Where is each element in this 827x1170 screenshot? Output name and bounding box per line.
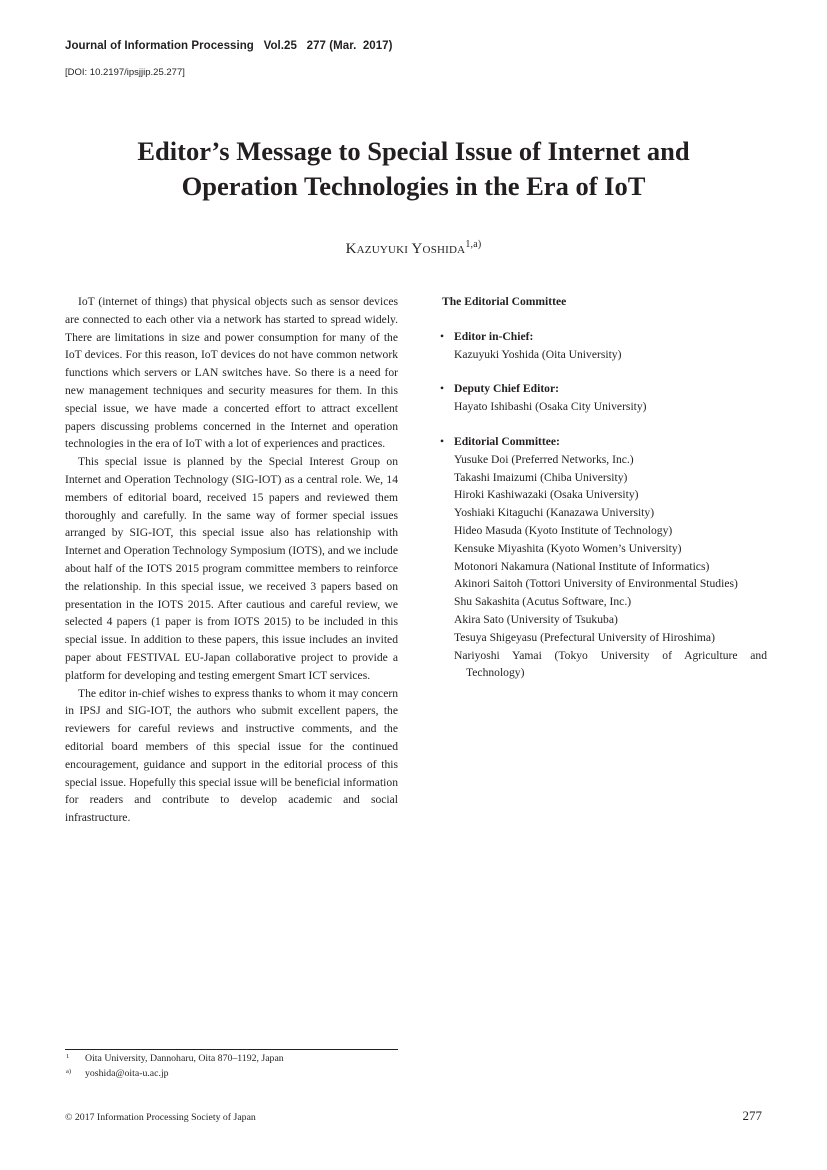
editor-in-chief-section [440, 328, 767, 364]
footnote-mark: a) [66, 1067, 72, 1075]
section-heading: Editor in-Chief: [454, 329, 534, 343]
committee-member: Nariyoshi Yamai (Tokyo University of Agriculture and Technology) [454, 648, 767, 680]
deputy-chief-editor-section [440, 380, 767, 416]
footnote-divider [65, 1049, 398, 1050]
committee-member: Hideo Masuda (Kyoto Institute of Technology) [454, 523, 673, 537]
author-line [0, 239, 827, 258]
footnote-affiliation [65, 1052, 284, 1067]
journal-header: Journal of Information Processing Vol.25 277 (Mar. 2017) [65, 40, 393, 52]
page-number: 277 [742, 1108, 762, 1123]
footnotes [65, 1052, 284, 1081]
page-title [60, 134, 767, 204]
footnote-mark: 1 [66, 1053, 70, 1060]
body-text [65, 293, 398, 827]
paragraph-2: This special issue is planned by the Special Interest Group on Internet and Operation Technology (SIG-IOT) as a central role. We, 14 members of editorial board, received 15 papers and reviewed them thoroughly and carefully. In the same way of former special issues arranged by SIG-IOT, this special issue also has relationship with Internet and Operation Technology Symposium (IOTS), and we include about half of the IOTS 2015 program committee members to reinforce the relationship. In this special issue, we received 3 papers based on presentation in the IOTS 2015. After cautious and careful review, we selected 4 papers (1 paper is from IOTS 2015) to be included in this special issue. In addition to these papers, this issue includes an invited paper about FESTIVAL EU-Japan collaborative project to provide a platform for developing and testing emergent Smart ICT services. [65, 455, 398, 682]
committee-member: Akinori Saitoh (Tottori University of Environmental Studies) [454, 577, 738, 591]
author-affiliation-marks: 1,a) [465, 239, 482, 250]
footnote-text: Oita University, Dannoharu, Oita 870–1192, Japan [85, 1053, 284, 1064]
committee-title: The Editorial Committee [442, 295, 567, 308]
section-heading: Deputy Chief Editor: [454, 382, 559, 396]
doi-line: [DOI: 10.2197/ipsjjip.25.277] [65, 67, 185, 78]
committee-member: Akira Sato (University of Tsukuba) [454, 612, 618, 626]
committee-member: Tesuya Shigeyasu (Prefectural University of Hiroshima) [454, 630, 715, 644]
committee-member: Yoshiaki Kitaguchi (Kanazawa University) [454, 506, 655, 520]
committee-member: Motonori Nakamura (National Institute of Informatics) [454, 559, 710, 573]
title-line-1: Editor’s Message to Special Issue of Internet and [137, 136, 690, 166]
committee-member: Kazuyuki Yoshida (Oita University) [454, 347, 622, 361]
footnote-text: yoshida@oita-u.ac.jp [85, 1067, 169, 1079]
bullet-icon: • [440, 382, 445, 396]
committee-member: Shu Sakashita (Acutus Software, Inc.) [454, 595, 632, 609]
author-name: Kazuyuki Yoshida [345, 241, 466, 257]
bullet-icon: • [440, 329, 445, 343]
title-line-2: Operation Technologies in the Era of IoT [181, 171, 646, 201]
section-heading: Editorial Committee: [454, 434, 560, 448]
committee-member: Yusuke Doi (Preferred Networks, Inc.) [454, 452, 634, 466]
copyright-notice: © 2017 Information Processing Society of Japan [65, 1112, 256, 1123]
committee-member: Hayato Ishibashi (Osaka City University) [454, 400, 647, 414]
committee-member: Takashi Imaizumi (Chiba University) [454, 470, 628, 484]
committee-member: Kensuke Miyashita (Kyoto Women’s University) [454, 541, 682, 555]
paragraph-1: IoT (internet of things) that physical objects such as sensor devices are connected to each other via a network has started to spread widely. There are limitations in size and power consumption for many of the IoT devices. For this reason, IoT devices do not have common network functions which servers or LAN switches have. So there is a need for new management techniques and security measures for them. In this special issue, we have made a concerted effort to attract excellent papers discussing problems concerned in the Internet and operation technologies in the era of IoT with a lot of experiences and practices. [65, 295, 398, 451]
footnote-email [65, 1067, 284, 1082]
bullet-icon: • [440, 434, 445, 448]
paragraph-3: The editor in-chief wishes to express thanks to whom it may concern in IPSJ and SIG-IOT, the authors who submit excellent papers, the reviewers for careful reviews and instructive comments, and the editorial board members of this special issue for the continued encouragement, guidance and support in the editorial process of this special issue. Hopefully this special issue will be beneficial information for readers and contribute to develop academic and social infrastructure. [65, 686, 398, 825]
editorial-committee [440, 293, 767, 699]
committee-member: Hiroki Kashiwazaki (Osaka University) [454, 488, 639, 502]
editorial-committee-section [440, 433, 767, 682]
